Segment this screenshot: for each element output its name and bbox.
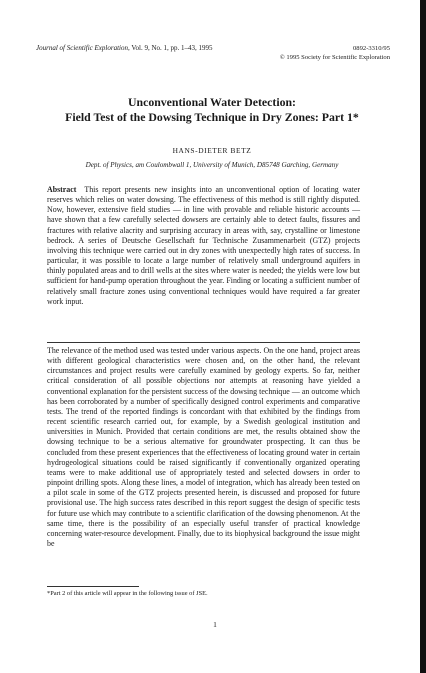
issn: 0892-3310/95 [353, 45, 390, 52]
abstract-text: This report presents new insights into an unconventional option of locating water reserves which relies on water dowsing. The effectiveness of this method is still rightly disputed. Now, however, extensive field studies — in line with provable and reliable historic accounts — have shown that a few carefully selected dowsers are certainly able to detect faults, fissures and fractures with relative alacrity and surprising accuracy in areas with, say, crystalline or limestone bedrock. A series of Deutsche Gesellschaft fur Technische Zusammenarbeit (GTZ) projects involving this technique were carried out in dry zones with unexpectedly high rates of success. In particular, it was possible to locate a large number of relatively small underground aquifers in thinly populated areas and to drill wells at the sites where water is needed; the yields were low but sufficient for hand-pump operation throughout the year. Finding or locating a sufficient number of relatively small fracture zones using conventional techniques would have required a far greater work input. [47, 185, 360, 306]
journal-rights [258, 44, 390, 62]
scan-edge [420, 0, 426, 673]
title-line-2: Field Test of the Dowsing Technique in Dry Zones: Part 1* [65, 110, 359, 124]
abstract [47, 185, 360, 307]
footnote: *Part 2 of this article will appear in the following issue of JSE. [47, 590, 208, 597]
author-name: HANS-DIETER BETZ [172, 146, 252, 155]
journal-name: Journal of Scientific Exploration, [36, 44, 130, 52]
journal-citation [36, 44, 213, 53]
article-title [26, 95, 398, 125]
copyright-notice: © 1995 Society for Scientific Exploration [279, 54, 390, 61]
section-divider [47, 342, 360, 343]
footnote-rule [47, 586, 139, 587]
body-paragraph: The relevance of the method used was tested under various aspects. On the one hand, project areas with different geological characteristics were chosen and, on the other hand, the relevant circumstances and project results were carefully examined by geology experts. So far, neither critical consideration of all possible objections nor attempts at reasoning have yielded a conventional explanation for the persistent success of the dowsing technique — an outcome which has been corroborated by a number of specifically designed control experiments and comparative tests. The trend of the reported findings is concordant with that exhibited by the findings from recent scientific research carried out, for example, by a Swedish geological institution and universities in Munich. Provided that certain conditions are met, the results obtained show the dowsing technique to be a serious alternative for groundwater prospecting. It can thus be concluded from these present experiences that the effectiveness of locating ground water in certain hydrogeological situations could be raised significantly if conventionally organized operating teams were to make additional use of appropriately tested and selected dowsers in order to pinpoint drilling spots. Along these lines, a model of integration, which has already been tested on a pilot scale in some of the GTZ projects presented herein, is discussed and proposed for future provisional use. The high success rates described in this report suggest the design of specific tests for future use which may contribute to a scientific clarification of the dowsing phenomenon. At the same time, there is the possibility of an especially useful transfer of practical knowledge concerning water-resource development. Finally, due to its biophysical background the issue might be [47, 346, 360, 548]
page-number: 1 [213, 620, 217, 629]
title-line-1: Unconventional Water Detection: [128, 95, 296, 109]
abstract-label: Abstract [47, 185, 77, 194]
author-affiliation: Dept. of Physics, am Coulombwall 1, University of Munich, D85748 Garching, Germany [85, 161, 339, 169]
volume-info: Vol. 9, No. 1, pp. 1–43, 1995 [131, 44, 213, 52]
